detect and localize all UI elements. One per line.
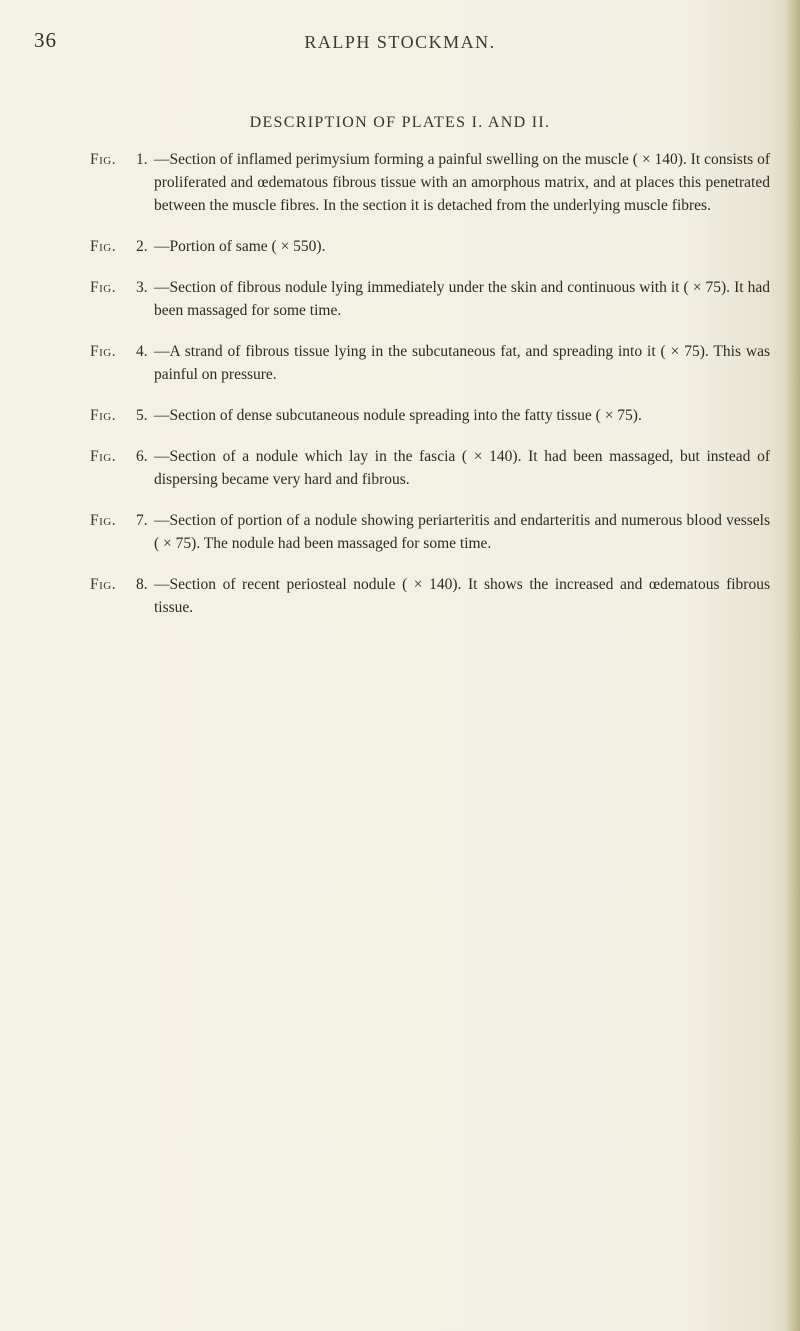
fig-number: 4.	[136, 343, 148, 360]
fig-text: —Section of a nodule which lay in the fascia ( × 140). It had been massaged, but instead of dispersing became very hard and fibrous.	[154, 448, 770, 488]
figure-description-8	[90, 573, 770, 619]
fig-label: Fig.	[90, 512, 117, 529]
section-title: DESCRIPTION OF PLATES I. AND II.	[249, 114, 551, 131]
fig-number: 3.	[136, 279, 148, 296]
fig-text: —Section of dense subcutaneous nodule spreading into the fatty tissue ( × 75).	[154, 407, 642, 424]
page-number: 36	[34, 28, 57, 52]
fig-text: —Portion of same ( × 550).	[154, 238, 326, 255]
fig-number: 2.	[136, 238, 148, 255]
fig-number: 8.	[136, 576, 148, 593]
figure-description-6	[90, 445, 770, 491]
fig-text: —Section of portion of a nodule showing periarteritis and endarteritis and numerous blood vessels ( × 75). The nodule had been massaged for some time.	[154, 512, 770, 552]
fig-text: —Section of inflamed perimysium forming a painful swelling on the muscle ( × 140). It consists of proliferated and œdematous fibrous tissue with an amorphous matrix, and at places this penetrated between the muscle fibres. In the section it is detached from the underlying muscle fibres.	[154, 151, 770, 214]
fig-label: Fig.	[90, 576, 117, 593]
fig-label: Fig.	[90, 151, 117, 168]
running-head: RALPH STOCKMAN.	[304, 32, 496, 52]
fig-number: 6.	[136, 448, 148, 465]
fig-label: Fig.	[90, 343, 117, 360]
figure-descriptions	[90, 148, 770, 637]
figure-description-4	[90, 340, 770, 386]
figure-description-5	[90, 404, 770, 427]
fig-label: Fig.	[90, 448, 117, 465]
fig-text: —Section of recent periosteal nodule ( × 140). It shows the increased and œdematous fibrous tissue.	[154, 576, 770, 616]
fig-number: 7.	[136, 512, 148, 529]
figure-description-3	[90, 276, 770, 322]
figure-description-7	[90, 509, 770, 555]
fig-number: 5.	[136, 407, 148, 424]
fig-number: 1.	[136, 151, 148, 168]
fig-label: Fig.	[90, 238, 117, 255]
fig-text: —A strand of fibrous tissue lying in the subcutaneous fat, and spreading into it ( × 75). This was painful on pressure.	[154, 343, 770, 383]
fig-label: Fig.	[90, 279, 117, 296]
page-edge-shadow	[786, 0, 800, 1331]
figure-description-2	[90, 235, 770, 258]
figure-description-1	[90, 148, 770, 217]
fig-text: —Section of fibrous nodule lying immediately under the skin and continuous with it ( × 75). It had been massaged for some time.	[154, 279, 770, 319]
fig-label: Fig.	[90, 407, 117, 424]
